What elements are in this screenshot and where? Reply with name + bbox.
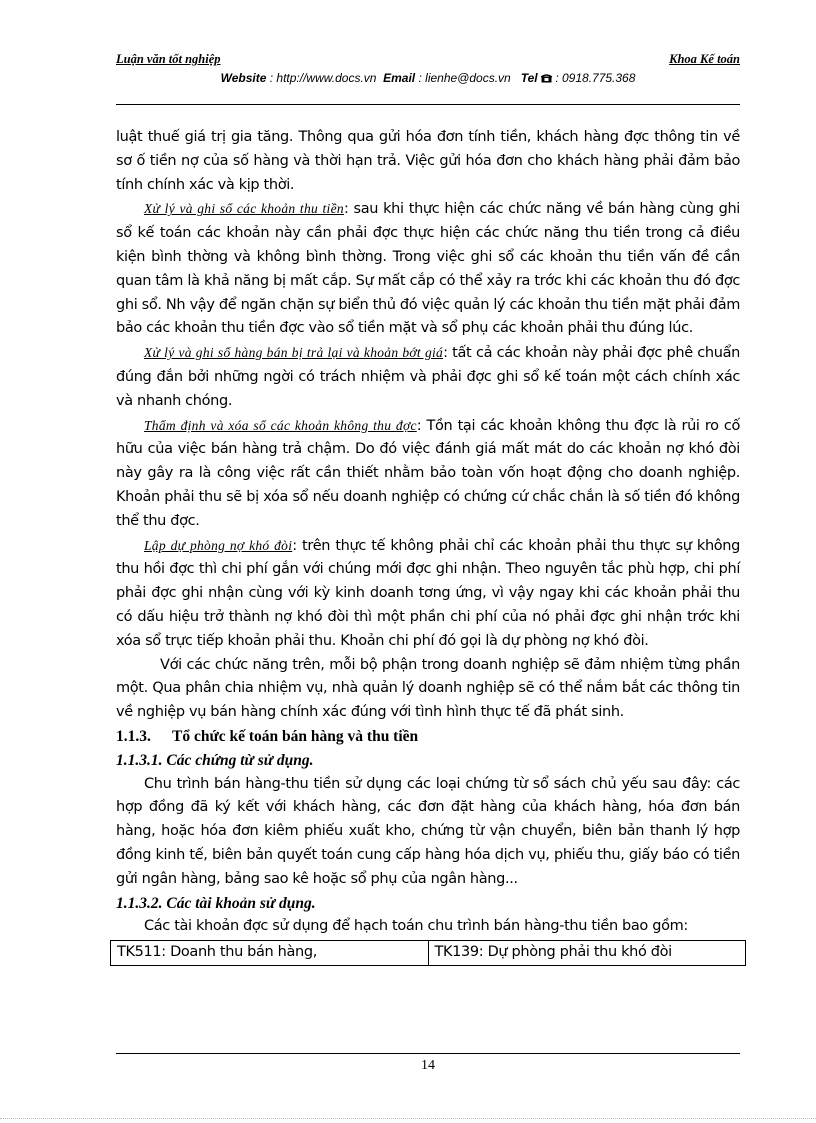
term-write-off: Thẩm định và xóa sổ các khoản không thu đợc — [144, 417, 417, 433]
header-contact-line — [116, 71, 740, 85]
paragraph-write-off — [116, 414, 740, 534]
term-returns: Xử lý và ghi sổ hàng bán bị trả lại và khoản bớt giá — [144, 345, 444, 361]
table-row — [111, 941, 746, 966]
email-label: Email — [383, 71, 416, 85]
paragraph-write-off-text: : Tồn tại các khoản không thu đợc là rủi ro cố hữu của việc bán hàng trả chậm. Do đó việc đánh giá mất mát do các khoản nợ khó đòi này gây ra là công việc rất cần thiết nhằm bảo toàn vốn hoạt động cho doanh nghiệp. Khoản phải thu sẽ bị xóa sổ nếu doanh nghiệp có chứng cứ chắc chắn là số tiền đó không thể thu đợc. — [116, 417, 740, 529]
table-cell: TK139: Dự phòng phải thu khó đòi — [428, 941, 746, 966]
header-faculty-label: Khoa Kế toán — [669, 52, 740, 66]
body-text — [116, 126, 740, 966]
header-thesis-label: Luận văn tốt nghiệp — [116, 52, 221, 66]
website-value: : http://www.docs.vn — [269, 71, 377, 85]
term-cash-receipts: Xử lý và ghi sổ các khoản thu tiền — [144, 201, 344, 217]
paragraph-returns-text: : tất cả các khoản này phải đợc phê chuẩn đúng đắn bởi những ngời có trách nhiệm và phải đợc ghi sổ kế toán một cách chính xác và nhanh chóng. — [116, 345, 740, 409]
tel-label: Tel — [520, 71, 538, 85]
subsection-documents-heading: 1.1.3.1. Các chứng từ sử dụng. — [116, 751, 314, 769]
email-value: : lienhe@docs.vn — [418, 71, 511, 85]
tel-value: : 0918.775.368 — [555, 71, 636, 85]
phone-icon — [541, 74, 552, 83]
paragraph-accounts: Các tài khoản đợc sử dụng để hạch toán chu trình bán hàng-thu tiền bao gồm: — [144, 918, 688, 935]
subsection-accounts-heading: 1.1.3.2. Các tài khoản sử dụng. — [116, 894, 316, 912]
paragraph-allowance — [116, 534, 740, 654]
paragraph-summary: Với các chức năng trên, mỗi bộ phận trong doanh nghiệp sẽ đảm nhiệm từng phần một. Qua phân chia nhiệm vụ, nhà quản lý doanh nghiệp sẽ có thể nắm bắt các thông tin về nghiệp vụ bán hàng chính xác đúng với tình hình thực tế đã phát sinh. — [116, 656, 740, 721]
page-edge-dotted-line — [0, 1118, 816, 1119]
section-title: Tổ chức kế toán bán hàng và thu tiền — [172, 727, 419, 745]
paragraph-cash-receipts — [116, 197, 740, 341]
page-number: 14 — [421, 1058, 435, 1073]
paragraph-cash-receipts-text: : sau khi thực hiện các chức năng về bán hàng cùng ghi sổ kế toán các khoản này cần phải đợc thực hiện các chức năng thu tiền trong cả điều kiện bình thờng và không bình thờng. Trong việc ghi sổ các khoản thu tiền vấn đề cần quan tâm là khả năng bị mất cắp. Sự mất cắp có thể xảy ra trớc khi các khoản thu đó đợc ghi sổ. Nh vậy để ngăn chặn sự biển thủ đó việc quản lý các khoản thu tiền mặt phải đảm bảo các khoản thu tiền đợc vào sổ tiền mặt và sổ phụ các khoản phải thu đúng lúc. — [116, 201, 740, 337]
accounts-table — [110, 940, 746, 966]
running-header — [116, 52, 740, 70]
section-number: 1.1.3. — [116, 727, 151, 745]
table-cell: TK511: Doanh thu bán hàng, — [111, 941, 429, 966]
paragraph-returns — [116, 341, 740, 413]
header-divider — [116, 104, 740, 105]
section-heading — [116, 725, 740, 749]
paragraph-allowance-text: : trên thực tế không phải chỉ các khoản phải thu thực sự không thu hồi đợc thì chi phí gắn với chúng mới đợc ghi nhận. Theo nguyên tắc phù hợp, chi phí phải đợc ghi nhận cùng với kỳ kinh doanh tơng ứng, vì vậy ngay khi các khoản phải thu có dấu hiệu trở thành nợ khó đòi thì một phần chi phí của nó phải đợc ghi nhận trớc khi xóa sổ trực tiếp khoản phải thu. Khoản chi phí đó gọi là dự phòng nợ khó đòi. — [116, 537, 740, 649]
term-allowance: Lập dự phòng nợ khó đòi — [144, 537, 293, 553]
paragraph-invoice: luật thuế giá trị gia tăng. Thông qua gửi hóa đơn tính tiền, khách hàng đợc thông tin về sơ ố tiền nợ của số hàng và thời hạn trả. Việc gửi hóa đơn cho khách hàng phải đảm bảo tính chính xác và kịp thời. — [116, 129, 740, 193]
paragraph-documents: Chu trình bán hàng-thu tiền sử dụng các loại chứng từ sổ sách chủ yếu sau đây: các hợp đồng đã ký kết với khách hàng, các đơn đặt hàng của khách hàng, hóa đơn bán hàng, hoặc hóa đơn kiêm phiếu xuất kho, chứng từ vận chuyển, biên bản thanh lý hợp đồng kinh tế, biên bản quyết toán cung cấp hàng hóa dịch vụ, phiếu thu, giấy báo có tiền gửi ngân hàng, bảng sao kê hoặc sổ phụ của ngân hàng... — [116, 775, 740, 887]
footer-divider — [116, 1053, 740, 1054]
website-label: Website — [220, 71, 267, 85]
